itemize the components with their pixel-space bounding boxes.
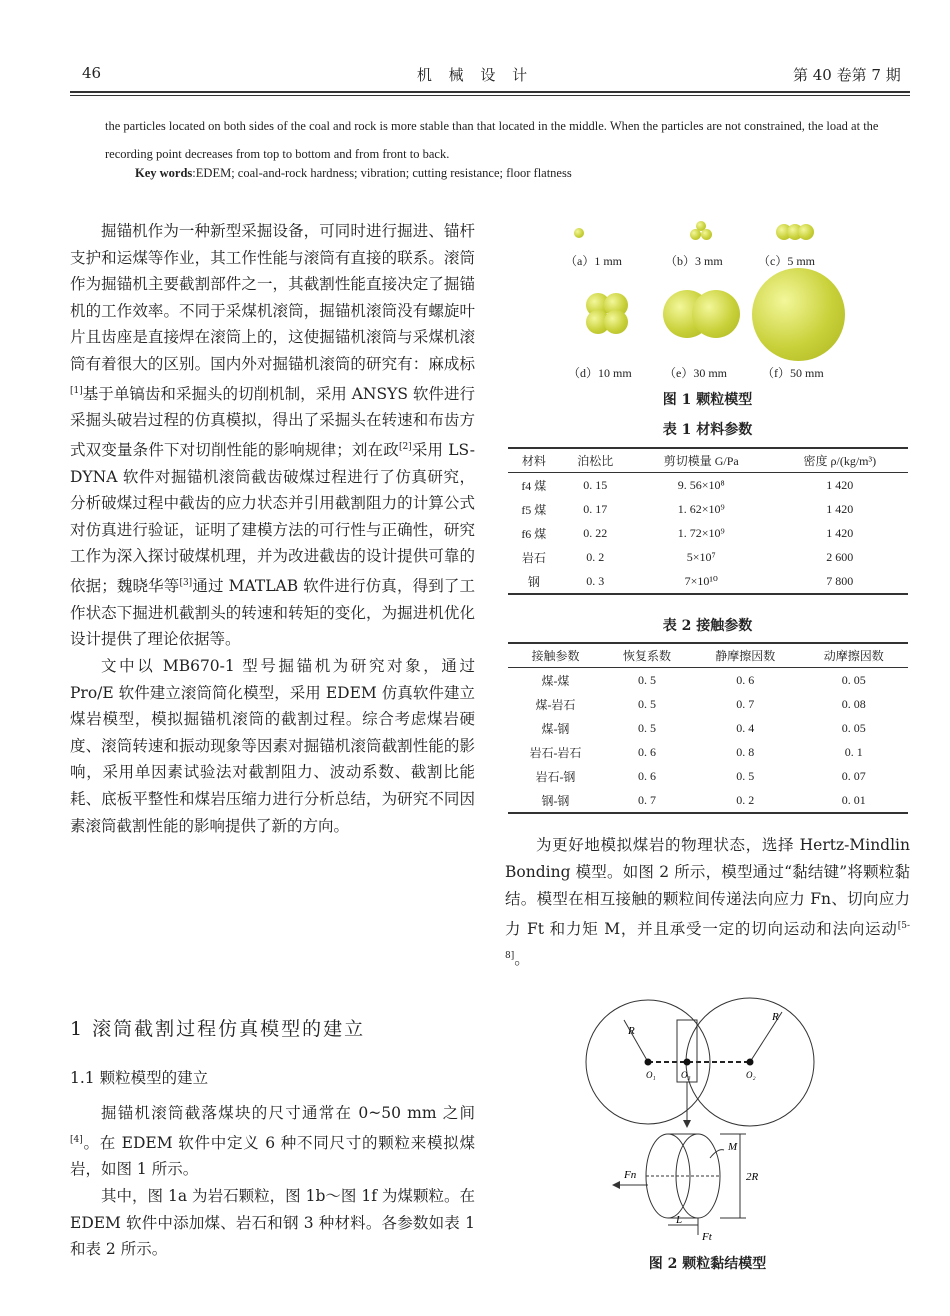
fig1-label-d: （d）10 mm: [568, 366, 632, 380]
issue-label: 第 40 卷第 7 期: [793, 66, 901, 84]
label-o2: O₂: [746, 1070, 756, 1080]
keywords-label: Key words: [135, 166, 193, 180]
label-ft: Ft: [702, 1231, 712, 1243]
table-header: 恢复系数: [603, 643, 691, 668]
table-2: [508, 642, 908, 814]
page-number: 46: [82, 64, 102, 82]
right-column-text: [505, 832, 910, 973]
table-row: 煤-岩石 0. 5 0. 7 0. 08: [535, 696, 866, 712]
fn-arrow-head-icon: [612, 1181, 620, 1189]
particle-3mm-b: [690, 229, 701, 240]
paragraph-bonding: 为更好地模拟煤岩的物理状态，选择 Hertz-Mindlin Bonding 模型。如图 2 所示，模型通过“黏结键”将颗粒黏结。模型在相互接触的颗粒间传递法向应力 Fn、切向应力力 Ft 和力矩 M，并且承受一定的切向运动和法向运动[5-8]。: [505, 836, 910, 969]
left-column-lower: [70, 1100, 475, 1263]
table-row: f5 煤 0. 17 1. 62×10⁹ 1 420: [521, 501, 854, 517]
table-header: 静摩擦因数: [691, 643, 799, 668]
table-row: 岩石-岩石 0. 6 0. 8 0. 1: [529, 744, 863, 760]
left-column: [70, 218, 475, 839]
particle-5mm-c: [798, 224, 814, 240]
table-header-row: [508, 643, 908, 668]
label-m: M: [728, 1141, 738, 1153]
label-2r: 2R: [746, 1171, 759, 1183]
particle-10mm-d: [604, 310, 628, 334]
fig1-label-f: （f）50 mm: [762, 366, 824, 380]
fig1-label-a: （a）1 mm: [565, 254, 622, 268]
center-o1: [645, 1059, 652, 1066]
paragraph-intro: 掘锚机作为一种新型采掘设备，可同时进行掘进、锚杆支护和运煤等作业，其工作性能与滚筒有直接的联系。滚筒作为掘锚机主要截割部件之一，其截割性能直接决定了掘锚机的工作效率。不同于采煤机滚筒，掘锚机滚筒没有螺旋叶片且齿座是直接焊在滚筒上的，这使掘锚机滚筒与采煤机滚筒有着很大的区别。国内外对掘锚机滚筒的研究有：麻成标[1]基于单镐齿和采掘头的切削机制，采用 ANSYS 软件进行采掘头破岩过程的仿真模拟，得出了采掘头在转速和布齿方式双变量条件下对切削性能的影响规律；刘在政[2]采用 LS-DYNA 软件对掘锚机滚筒截齿破煤过程进行了仿真研究，分析破煤过程中截齿的应力状态并引用截割阻力的计算公式对仿真进行验证，证明了建模方法的可行性与正确性，研究工作为深入探讨破煤机理，并为改进截齿的设计提供可靠的依据；魏晓华等[3]通过 MATLAB 软件进行仿真，得到了工作状态下掘进机截割头的转速和转矩的变化，为掘进机优化设计提供了理论依据等。: [70, 222, 475, 649]
table-row: 岩石 0. 2 5×10⁷ 2 600: [521, 549, 854, 565]
table-header: 剪切模量 G/Pa: [631, 448, 772, 473]
table-row: 钢 0. 3 7×10¹⁰ 7 800: [508, 569, 908, 594]
table-row: f4 煤 0. 15 9. 56×10⁸ 1 420: [521, 477, 854, 493]
header-rule-thin: [70, 95, 910, 96]
figure-1-caption: 图 1 颗粒模型: [662, 392, 753, 408]
table-2-caption: 表 2 接触参数: [662, 618, 753, 634]
label-l: L: [676, 1214, 683, 1226]
arrow-head-icon: [683, 1120, 691, 1128]
paragraph-particles: 掘锚机滚筒截落煤块的尺寸通常在 0~50 mm 之间[4]。在 EDEM 软件中定义 6 种不同尺寸的颗粒来模拟煤岩，如图 1 所示。: [70, 1104, 475, 1179]
fig1-label-e: （e）30 mm: [664, 366, 727, 380]
figure-2-caption: 图 2 颗粒黏结模型: [648, 1256, 767, 1272]
table-row: 岩石-钢 0. 6 0. 5 0. 07: [535, 768, 866, 784]
center-o2: [747, 1059, 754, 1066]
table-header-row: [508, 448, 908, 473]
table-row: 煤-钢 0. 5 0. 4 0. 05: [541, 720, 866, 736]
particle-50mm: [752, 268, 845, 361]
table-header: 泊松比: [560, 448, 631, 473]
fig1-label-c: （c）5 mm: [758, 254, 815, 268]
table-header: 密度 ρ/(kg/m³): [772, 448, 908, 473]
particle-1mm: [574, 228, 584, 238]
table-row: f6 煤 0. 22 1. 72×10⁹ 1 420: [521, 525, 854, 541]
section-title: 1 滚筒截割过程仿真模型的建立: [70, 1018, 366, 1040]
header-rule: [70, 91, 910, 93]
keywords-text: EDEM; coal-and-rock hardness; vibration; cutting resistance; floor flatness: [195, 166, 572, 180]
label-r1: R: [628, 1025, 635, 1037]
table-header: 接触参数: [508, 643, 603, 668]
table-1-caption: 表 1 材料参数: [662, 422, 753, 438]
center-o3: [684, 1059, 691, 1066]
figure-2-diagram: [560, 990, 860, 1245]
label-r2: R: [772, 1011, 779, 1023]
particle-3mm-c: [701, 229, 712, 240]
keywords: Key words:EDEM; coal-and-rock hardness; vibration; cutting resistance; floor flatness: [135, 166, 572, 180]
table-row: 钢-钢 0. 7 0. 2 0. 01: [508, 788, 908, 813]
fig1-label-b: （b）3 mm: [665, 254, 723, 268]
table-row: 煤-煤 0. 5 0. 6 0. 05: [541, 672, 866, 688]
abstract-text: the particles located on both sides of the coal and rock is more stable than that located in the middle. When the particles are not constrained, the load at the recording point decreases from top to bottom and from front to back.: [105, 119, 879, 161]
label-o1: O₁: [646, 1070, 656, 1080]
paragraph-scope: 文中以 MB670-1 型号掘锚机为研究对象，通过 Pro/E 软件建立滚筒简化模型，采用 EDEM 仿真软件建立煤岩模型，模拟掘锚机滚筒的截割过程。综合考虑煤岩硬度、滚筒转速和振动现象等因素对掘锚机滚筒截割性能的影响，采用单因素试验法对截割阻力、波动系数、截割比能耗、底板平整性和煤岩压缩力进行分析总结，为研究不同因素滚筒截割性能的影响提供了新的方向。: [70, 656, 475, 835]
journal-title: 机 械 设 计: [416, 66, 534, 84]
table-1: [508, 447, 908, 595]
label-fn: Fn: [624, 1169, 637, 1181]
paragraph-materials: 其中，图 1a 为岩石颗粒，图 1b～图 1f 为煤颗粒。在 EDEM 软件中添加煤、岩石和钢 3 种材料。各参数如表 1 和表 2 所示。: [70, 1186, 475, 1259]
table-header: 材料: [508, 448, 560, 473]
label-o3: O₃: [681, 1070, 691, 1080]
table-header: 动摩擦因数: [800, 643, 909, 668]
particle-30mm-b: [692, 290, 740, 338]
subsection-title: 1.1 颗粒模型的建立: [70, 1069, 209, 1087]
